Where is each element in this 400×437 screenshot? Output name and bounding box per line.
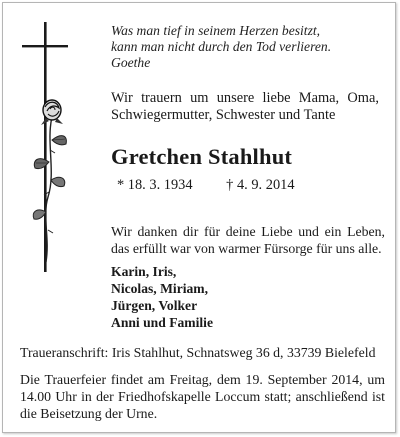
funeral-line: Die Trauerfeier findet am Freitag, dem 19. September 2014, um [20,372,385,387]
mourning-text [111,90,379,124]
cross-with-rose-icon [22,22,74,272]
poem-quote [111,23,386,71]
mourning-line: Wir trauern um unsere liebe Mama, Oma, [111,90,379,106]
thanks-line: das erfüllt war von warmer Fürsorge für uns alle. [111,241,382,256]
funeral-line: 14.00 Uhr in der Friedhofskapelle Loccum statt; anschließend ist [20,389,385,404]
quote-line: kann man nicht durch den Tod verlieren. [111,39,332,54]
signer-line: Nicolas, Miriam, [111,281,209,296]
quote-author: Goethe [111,55,151,70]
funeral-line: die Beisetzung der Urne. [20,406,158,421]
signer-line: Karin, Iris, [111,264,177,279]
funeral-notice [20,371,385,422]
life-dates [117,177,377,194]
thanks-text [111,223,385,257]
signer-line: Anni und Familie [111,315,213,330]
birth-date: * 18. 3. 1934 [117,177,193,193]
thanks-line: Wir danken dir für deine Liebe und ein Leben, [111,224,385,239]
signer-line: Jürgen, Volker [111,298,198,313]
mourning-address: Traueranschrift: Iris Stahlhut, Schnatsweg 36 d, 33739 Bielefeld [20,345,376,360]
deceased-name: Gretchen Stahlhut [111,144,293,169]
mourning-line: Schwiegermutter, Schwester und Tante [111,107,336,123]
quote-line: Was man tief in seinem Herzen besitzt, [111,23,321,38]
signers-list [111,263,311,331]
death-date: † 4. 9. 2014 [226,177,295,193]
